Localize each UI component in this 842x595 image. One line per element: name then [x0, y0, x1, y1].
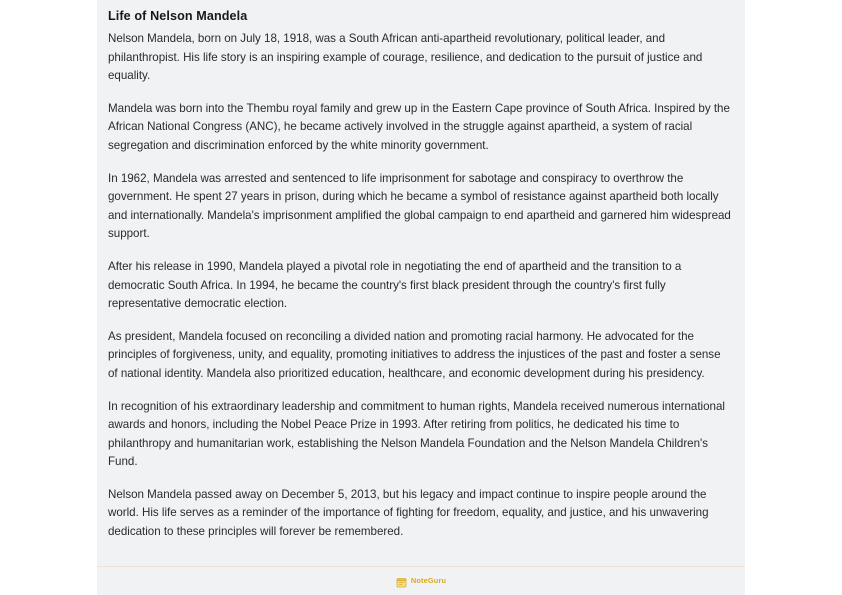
paragraph-4: After his release in 1990, Mandela played a pivotal role in negotiating the end of apartheid and the transition to a democratic South Africa. In 1994, he became the country's first black president through the country's first fully representative democratic election.	[108, 259, 682, 311]
brand-name-label: NoteGuru	[410, 576, 447, 586]
document-panel	[97, 0, 745, 595]
paragraph-1: Nelson Mandela, born on July 18, 1918, was a South African anti-apartheid revolutionary, political leader, and philanthropist. His life story is an inspiring example of courage, resilience, and dedication to the pursuit of justice and equality.	[108, 32, 703, 83]
page-title: Life of Nelson Mandela	[108, 9, 248, 23]
paragraph-3: In 1962, Mandela was arrested and sentenced to life imprisonment for sabotage and conspiracy to overthrow the government. He spent 27 years in prison, during which he became a symbol of resistance against apartheid both locally and internationally. Mandela's imprisonment amplified the global campaign to end apartheid and garnered him widespread support.	[108, 171, 731, 241]
paragraph-7: Nelson Mandela passed away on December 5, 2013, but his legacy and impact continue to inspire people around the world. His life serves as a reminder of the importance of fighting for freedom, equality, and justice, and his unwavering dedication to these principles will forever be remembered.	[108, 487, 709, 539]
brand-logo[interactable]	[396, 576, 446, 587]
paragraph-5: As president, Mandela focused on reconciling a divided nation and promoting racial harmony. He advocated for the principles of forgiveness, unity, and equality, promoting initiatives to address the injustices of the past and foster a sense of national identity. Mandela also prioritized education, healthcare, and economic development during his presidency.	[108, 329, 721, 380]
document-body	[97, 0, 745, 566]
notepad-icon	[396, 576, 407, 587]
paragraph-2: Mandela was born into the Thembu royal family and grew up in the Eastern Cape province of South Africa. Inspired by the African National Congress (ANC), he became actively involved in the struggle against apartheid, a system of racial segregation and discrimination enforced by the white minority government.	[108, 101, 730, 152]
paragraph-6: In recognition of his extraordinary leadership and commitment to human rights, Mandela received numerous international awards and honors, including the Nobel Peace Prize in 1993. After retiring from politics, he dedicated his time to philanthropy and humanitarian work, establishing the Nelson Mandela Foundation and the Nelson Mandela Children's Fund.	[108, 399, 725, 469]
document-footer	[97, 566, 745, 595]
